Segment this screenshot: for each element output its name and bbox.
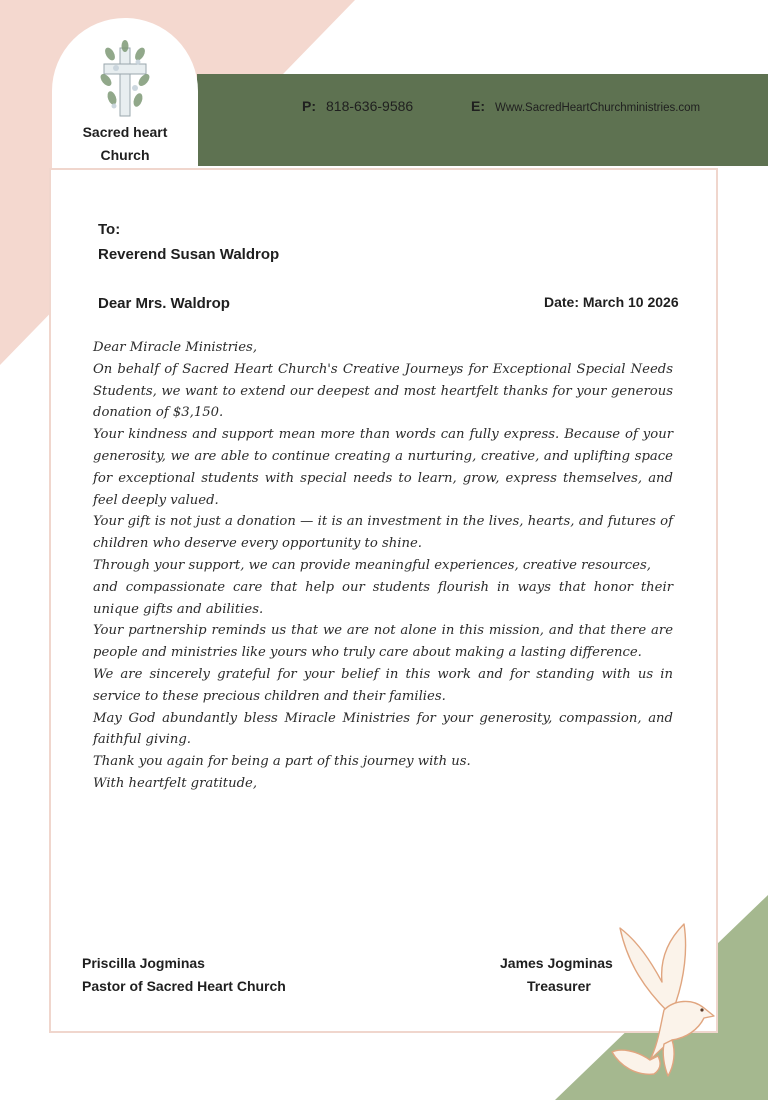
salutation: Dear Mrs. Waldrop [98, 295, 230, 312]
letter-paragraph: and compassionate care that help our students flourish in ways that honor their unique gifts and abilities. [93, 579, 673, 617]
church-name-line1: Sacred heart [82, 124, 168, 140]
dove-icon [606, 920, 726, 1085]
letter-paragraph: With heartfelt gratitude, [93, 775, 258, 791]
letter-paragraph: Dear Miracle Ministries, [93, 340, 258, 355]
left-signer-title: Pastor of Sacred Heart Church [82, 978, 286, 994]
letter-paragraph: Your gift is not just a donation — it is an investment in the lives, hearts, and futures of children who deserve every opportunity to shine. [93, 514, 673, 552]
recipient-name: Reverend Susan Waldrop [98, 246, 280, 263]
to-label: To: [98, 221, 121, 238]
contact-bar [197, 74, 768, 166]
phone-label: P: [302, 98, 316, 114]
web-contact [471, 98, 700, 114]
letter-body [93, 337, 673, 795]
phone-contact [302, 98, 413, 114]
church-name [52, 121, 198, 167]
right-signer-title: Treasurer [527, 978, 591, 994]
letter-date: Date: March 10 2026 [544, 294, 679, 310]
left-signer-name: Priscilla Jogminas [82, 955, 205, 971]
letter-paragraph: Your partnership reminds us that we are not alone in this mission, and that there are people and ministries like yours who truly care about making a lasting difference. [93, 623, 673, 661]
letter-paragraph: We are sincerely grateful for your belief in this work and for standing with us in service to these precious children and their families. [93, 666, 673, 704]
letter-paragraph: Your kindness and support mean more than words can fully express. Because of your generosity, we are able to continue creating a nurturing, creative, and uplifting space for exceptional students with special needs to learn, grow, express themselves, and feel deeply valued. [93, 427, 673, 508]
cross-leaves-icon [52, 18, 198, 118]
phone-number: 818-636-9586 [326, 98, 414, 114]
right-signer-name: James Jogminas [500, 955, 613, 971]
letter-paragraph: On behalf of Sacred Heart Church's Creative Journeys for Exceptional Special Needs Students, we want to extend our deepest and most heartfelt thanks for your generous donation of $3,150. [93, 361, 673, 421]
letter-paragraph: Thank you again for being a part of this journey with us. [93, 754, 471, 770]
letter-paragraph: May God abundantly bless Miracle Ministries for your generosity, compassion, and faithful giving. [93, 710, 673, 748]
church-name-line2: Church [100, 147, 150, 163]
email-label: E: [471, 98, 485, 114]
website-link[interactable]: Www.SacredHeartChurchministries.com [495, 102, 701, 114]
letter-paragraph: Through your support, we can provide meaningful experiences, creative resources, [93, 557, 651, 573]
